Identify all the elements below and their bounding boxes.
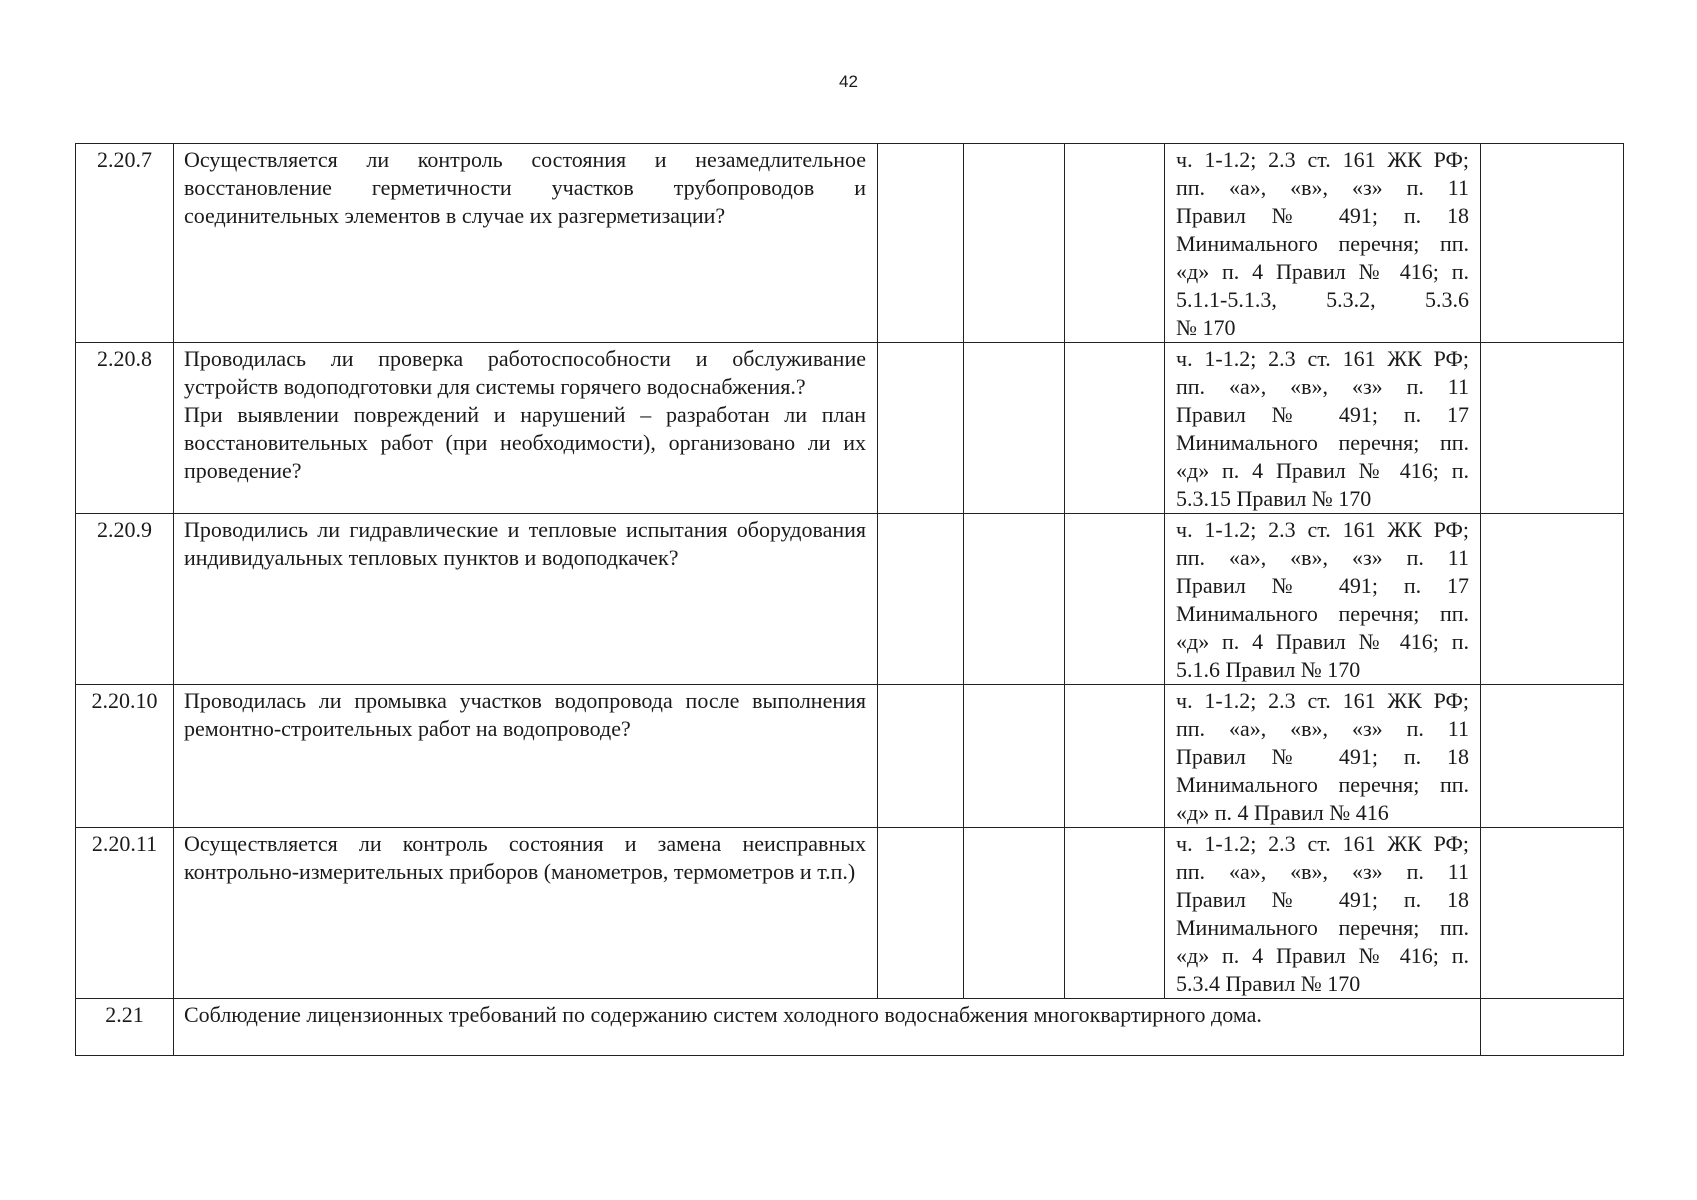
section-number: 2.21 xyxy=(76,999,174,1056)
answer-yes-cell xyxy=(878,685,964,828)
answer-na-cell xyxy=(1065,685,1165,828)
notes-cell xyxy=(1481,828,1624,999)
checklist-table xyxy=(75,143,1624,1056)
answer-na-cell xyxy=(1065,144,1165,343)
legal-basis-cell: ч. 1-1.2; 2.3 ст. 161 ЖК РФ; пп. «а», «в», «з» п. 11 Правил № 491; п. 18 Минимального перечня; пп. «д» п. 4 Правил № 416; п. 5.3.4 Правил № 170 xyxy=(1165,828,1481,999)
question-cell: Проводилась ли проверка работоспособности и обслуживание устройств водоподготовки для системы горячего водоснабжения.? При выявлении повреждений и нарушений – разработан ли план восстановительных работ (при необходимости), организовано ли их проведение? xyxy=(174,343,878,514)
question-cell: Осуществляется ли контроль состояния и замена неисправных контрольно-измерительных приборов (манометров, термометров и т.п.) xyxy=(174,828,878,999)
row-number: 2.20.11 xyxy=(76,828,174,999)
row-number: 2.20.9 xyxy=(76,514,174,685)
notes-cell xyxy=(1481,999,1624,1056)
answer-no-cell xyxy=(964,144,1065,343)
answer-na-cell xyxy=(1065,828,1165,999)
row-number: 2.20.8 xyxy=(76,343,174,514)
answer-yes-cell xyxy=(878,828,964,999)
answer-na-cell xyxy=(1065,343,1165,514)
row-number: 2.20.7 xyxy=(76,144,174,343)
legal-basis-cell: ч. 1-1.2; 2.3 ст. 161 ЖК РФ; пп. «а», «в», «з» п. 11 Правил № 491; п. 18 Минимального перечня; пп. «д» п. 4 Правил № 416 xyxy=(1165,685,1481,828)
legal-basis-cell: ч. 1-1.2; 2.3 ст. 161 ЖК РФ; пп. «а», «в», «з» п. 11 Правил № 491; п. 17 Минимального перечня; пп. «д» п. 4 Правил № 416; п. 5.3.15 Правил № 170 xyxy=(1165,343,1481,514)
answer-no-cell xyxy=(964,343,1065,514)
answer-yes-cell xyxy=(878,343,964,514)
question-cell: Проводились ли гидравлические и тепловые испытания оборудования индивидуальных тепловых пунктов и водоподкачек? xyxy=(174,514,878,685)
question-cell: Осуществляется ли контроль состояния и незамедлительное восстановление герметичности участков трубопроводов и соединительных элементов в случае их разгерметизации? xyxy=(174,144,878,343)
table-row xyxy=(76,514,1624,685)
table-row xyxy=(76,343,1624,514)
page-number: 42 xyxy=(839,72,858,91)
section-row xyxy=(76,999,1624,1056)
answer-no-cell xyxy=(964,514,1065,685)
answer-yes-cell xyxy=(878,144,964,343)
answer-no-cell xyxy=(964,685,1065,828)
notes-cell xyxy=(1481,144,1624,343)
answer-no-cell xyxy=(964,828,1065,999)
section-title: Соблюдение лицензионных требований по содержанию систем холодного водоснабжения многоквартирного дома. xyxy=(174,999,1481,1056)
question-cell: Проводилась ли промывка участков водопровода после выполнения ремонтно-строительных работ на водопроводе? xyxy=(174,685,878,828)
legal-basis-cell: ч. 1-1.2; 2.3 ст. 161 ЖК РФ; пп. «а», «в», «з» п. 11 Правил № 491; п. 18 Минимального перечня; пп. «д» п. 4 Правил № 416; п. 5.1.1-5.1.3, 5.3.2, 5.3.6 № 170 xyxy=(1165,144,1481,343)
table-row xyxy=(76,828,1624,999)
table-row xyxy=(76,685,1624,828)
notes-cell xyxy=(1481,685,1624,828)
answer-na-cell xyxy=(1065,514,1165,685)
notes-cell xyxy=(1481,514,1624,685)
notes-cell xyxy=(1481,343,1624,514)
row-number: 2.20.10 xyxy=(76,685,174,828)
legal-basis-cell: ч. 1-1.2; 2.3 ст. 161 ЖК РФ; пп. «а», «в», «з» п. 11 Правил № 491; п. 17 Минимального перечня; пп. «д» п. 4 Правил № 416; п. 5.1.6 Правил № 170 xyxy=(1165,514,1481,685)
table-row xyxy=(76,144,1624,343)
answer-yes-cell xyxy=(878,514,964,685)
